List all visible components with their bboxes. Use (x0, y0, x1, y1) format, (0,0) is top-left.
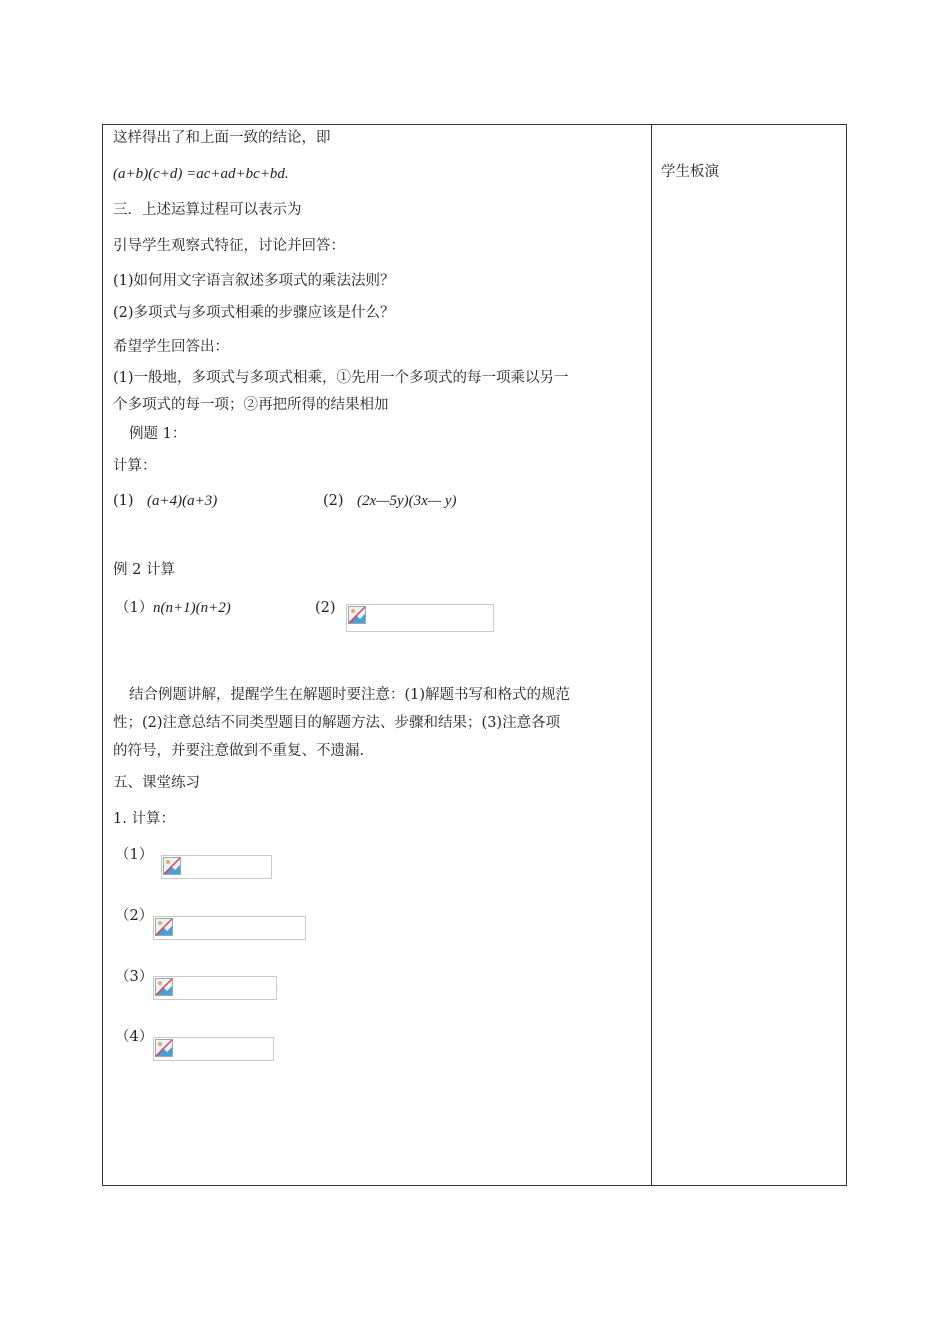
lesson-table (102, 124, 847, 1186)
example-1-calc: 计算： (113, 458, 157, 474)
missing-image-placeholder (153, 1037, 274, 1061)
broken-image-icon (163, 857, 181, 875)
missing-image-placeholder (153, 916, 306, 940)
example-1-title: 例题 1： (129, 426, 187, 442)
teaching-note-line-2: 性；(2)注意总结不同类型题目的解题方法、步骤和结果；(3)注意各项 (113, 715, 561, 731)
guide-text: 引导学生观察式特征，讨论并回答： (113, 238, 345, 254)
expected-answer-heading: 希望学生回答出： (113, 339, 229, 355)
broken-image-icon (155, 978, 173, 996)
student-board-label: 学生板演 (661, 164, 719, 180)
practice-item-1-number: （1） (115, 847, 154, 863)
question-1: (1)如何用文字语言叙述多项式的乘法法则？ (113, 273, 395, 289)
practice-calc: 1. 计算： (113, 811, 175, 827)
example-1-item-2-number: (2) (323, 493, 344, 509)
teaching-note-line-1: 结合例题讲解，提醒学生在解题时要注意：(1)解题书写和格式的规范 (129, 687, 571, 703)
example-1-item-1-number: (1) (113, 493, 134, 509)
missing-image-placeholder (161, 855, 272, 879)
teaching-note-line-3: 的符号，并要注意做到不重复、不遗漏. (113, 743, 365, 759)
section-three-heading: 三．上述运算过程可以表示为 (113, 202, 302, 218)
answer-line-1: (1)一般地，多项式与多项式相乘，①先用一个多项式的每一项乘以另一 (113, 370, 569, 386)
practice-item-2-number: （2） (115, 908, 154, 924)
missing-image-placeholder (153, 976, 277, 1000)
practice-heading: 五、课堂练习 (113, 775, 200, 791)
example-2-item-1-number: （1） (115, 600, 154, 616)
text-conclusion: 这样得出了和上面一致的结论，即 (113, 130, 331, 146)
practice-item-3-number: （3） (115, 969, 154, 985)
example-2-item-1: n(n+1)(n+2) (153, 600, 231, 616)
example-1-item-1: (a+4)(a+3) (147, 493, 218, 509)
question-2: (2)多项式与多项式相乘的步骤应该是什么？ (113, 305, 395, 321)
example-2-item-2-number: (2) (315, 600, 336, 616)
broken-image-icon (155, 918, 173, 936)
practice-item-4-number: （4） (115, 1029, 154, 1045)
column-divider (651, 125, 652, 1185)
example-1-item-2: (2x—5y)(3x— y) (357, 493, 457, 509)
missing-image-placeholder (346, 604, 494, 632)
answer-line-2: 个多项式的每一项；②再把所得的结果相加 (113, 397, 389, 413)
broken-image-icon (155, 1039, 173, 1057)
formula-expansion: (a+b)(c+d) =ac+ad+bc+bd. (113, 166, 289, 182)
broken-image-icon (348, 606, 366, 624)
example-2-title: 例 2 计算 (113, 562, 175, 578)
